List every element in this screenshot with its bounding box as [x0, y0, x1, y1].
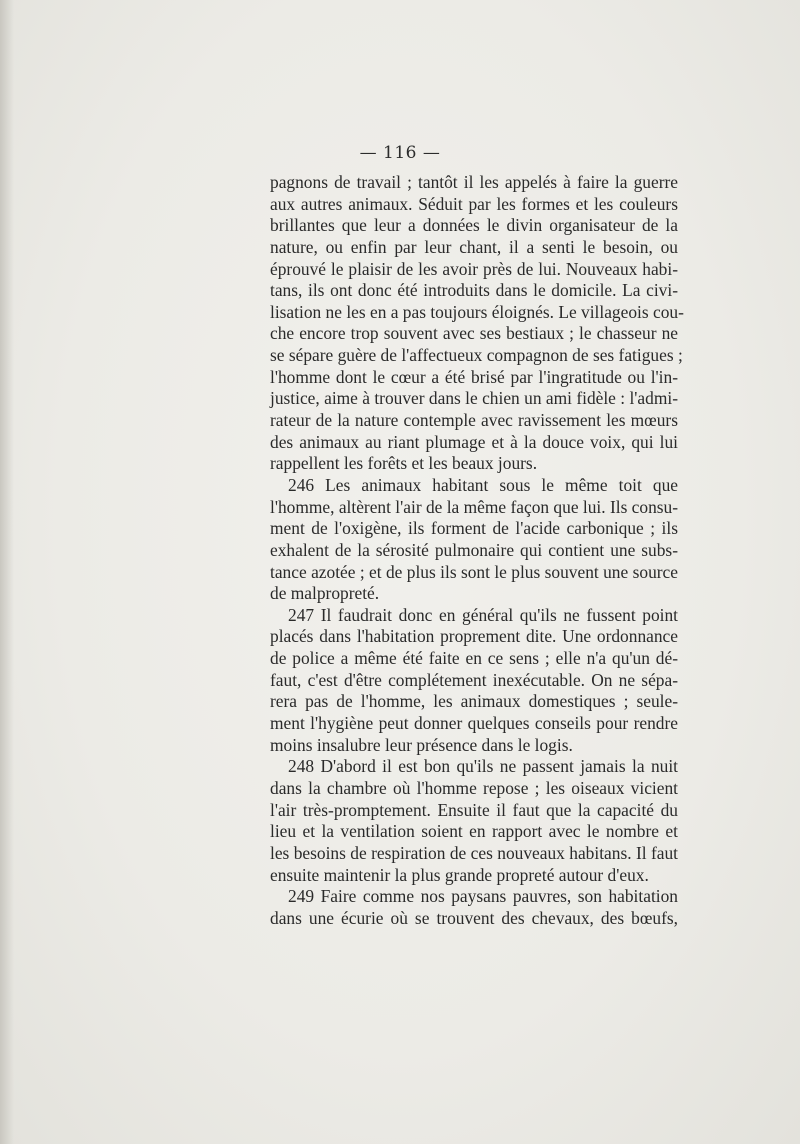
text-line: les besoins de respiration de ces nouveaux habitans. Il faut [270, 842, 678, 863]
text-line: 247 Il faudrait donc en général qu'ils ne fussent point [288, 604, 678, 625]
text-line: justice, aime à trouver dans le chien un ami fidèle : l'admi- [270, 388, 678, 409]
page-binding-shadow [0, 0, 14, 1144]
text-line: tans, ils ont donc été introduits dans le domicile. La civi- [270, 280, 678, 301]
text-line: l'homme, altèrent l'air de la même façon que lui. Ils consu- [270, 496, 679, 517]
text-line: éprouvé le plaisir de les avoir près de lui. Nouveaux habi- [270, 258, 678, 279]
text-line: des animaux au riant plumage et à la douce voix, qui lui [270, 431, 678, 452]
text-line: aux autres animaux. Séduit par les formes et les couleurs [270, 193, 678, 214]
text-line: placés dans l'habitation proprement dite. Une ordonnance [270, 626, 678, 647]
text-line: ment de l'oxigène, ils forment de l'acide carbonique ; ils [270, 518, 678, 539]
text-line: l'homme dont le cœur a été brisé par l'ingratitude ou l'in- [270, 366, 678, 387]
text-line: nature, ou enfin par leur chant, il a senti le besoin, ou [270, 236, 678, 257]
text-line: ensuite maintenir la plus grande propreté autour d'eux. [270, 864, 649, 885]
text-line: ment l'hygiène peut donner quelques conseils pour rendre [270, 713, 678, 734]
text-line: dans une écurie où se trouvent des chevaux, des bœufs, [270, 907, 678, 928]
text-line: de malpropreté. [270, 583, 380, 604]
text-line: exhalent de la sérosité pulmonaire qui contient une subs- [270, 539, 678, 560]
text-line: tance azotée ; et de plus ils sont le plus souvent une source [270, 561, 678, 582]
text-line: l'air très-promptement. Ensuite il faut que la capacité du [270, 799, 678, 820]
paragraph-248 [270, 756, 678, 886]
text-line: rateur de la nature contemple avec ravissement les mœurs [270, 410, 678, 431]
paragraph [270, 172, 684, 475]
text-line: che encore trop souvent avec ses bestiaux ; le chasseur ne [270, 323, 678, 344]
text-line: pagnons de travail ; tantôt il les appelés à faire la guerre [270, 172, 678, 192]
body-text [270, 172, 684, 929]
text-line: lisation ne les en a pas toujours éloignés. Le villageois cou- [270, 301, 684, 322]
page-number: — 116 — [359, 143, 441, 163]
text-line: 249 Faire comme nos paysans pauvres, son habitation [288, 886, 678, 907]
text-line: rappellent les forêts et les beaux jours. [270, 453, 538, 474]
text-line: rera pas de l'homme, les animaux domestiques ; seule- [270, 691, 678, 712]
text-line: dans la chambre où l'homme repose ; les oiseaux vicient [270, 777, 678, 798]
text-line: lieu et la ventilation soient en rapport avec le nombre et [270, 821, 678, 842]
paragraph-247 [270, 605, 678, 756]
text-line: se sépare guère de l'affectueux compagnon de ses fatigues ; [270, 345, 683, 366]
text-line: faut, c'est d'être complétement inexécutable. On ne sépa- [270, 669, 678, 690]
text-line: 246 Les animaux habitant sous le même toit que [288, 474, 678, 495]
paragraph-249 [270, 886, 678, 929]
text-line: 248 D'abord il est bon qu'ils ne passent jamais la nuit [288, 756, 678, 777]
paragraph-246 [270, 475, 678, 605]
text-line: brillantes que leur a données le divin organisateur de la [270, 215, 678, 236]
text-line: de police a même été faite en ce sens ; elle n'a qu'un dé- [270, 648, 678, 669]
text-line: moins insalubre leur présence dans le logis. [270, 734, 573, 755]
